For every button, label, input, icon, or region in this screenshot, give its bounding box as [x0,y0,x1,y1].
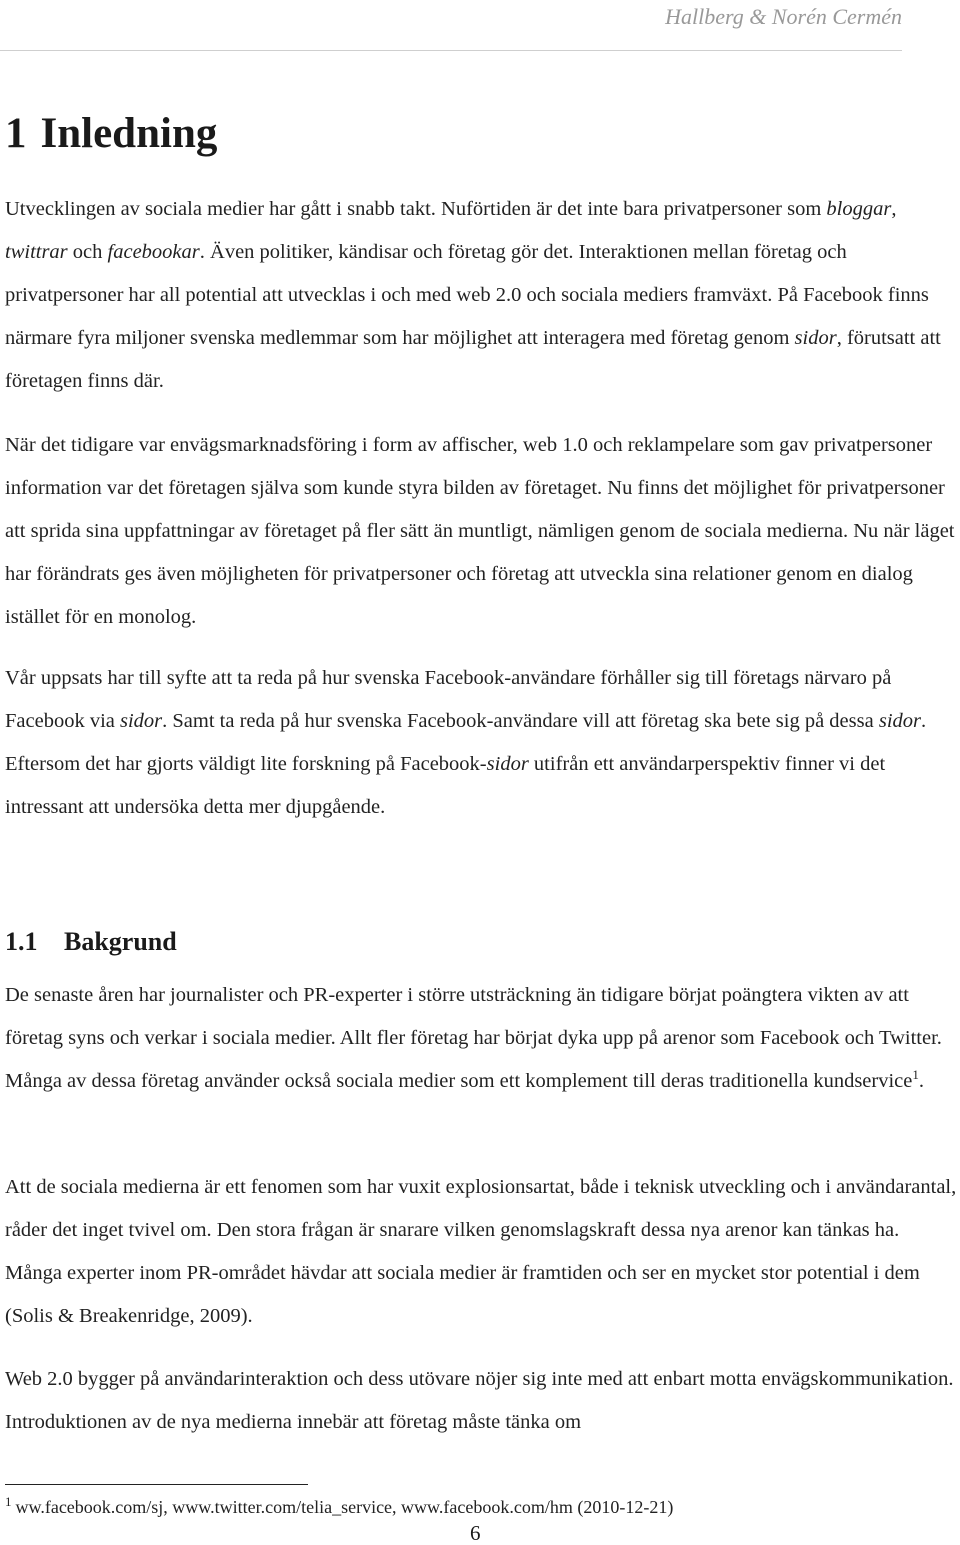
text-run: , förutsatt att företagen finns där. [5,327,941,392]
text-run: och [67,241,108,263]
footnote-mark: 1 [5,1494,12,1509]
text-run: Utvecklingen av sociala medier har gått i snabb takt. Nuförtiden är det inte bara privatpersoner som [5,198,827,220]
footnote-text: ww.facebook.com/sj, www.twitter.com/telia_service, www.facebook.com/hm (2010-12-21) [15,1497,674,1517]
section-number: 1.1 [5,927,38,956]
italic-term: twittrar [5,241,68,263]
running-header: Hallberg & Norén Cermén [665,4,902,29]
text-run: . Eftersom det har gjorts väldigt lite forskning på Facebook- [5,710,927,775]
text-run: , [891,198,897,220]
footnote-divider [5,1484,308,1485]
italic-term: facebookar [107,241,200,263]
paragraph-phenomenon [5,1166,960,1338]
section-heading [5,926,177,957]
header-divider [0,50,902,51]
italic-term: sidor [878,710,921,732]
page-number: 6 [470,1521,481,1545]
paragraph-intro [5,188,960,403]
paragraph-background [5,974,960,1103]
italic-term: sidor [794,327,837,349]
paragraph-web20 [5,1358,960,1444]
text-run: När det tidigare var envägsmarknadsföring i form av affischer, web 1.0 och reklampelare som gav privatpersoner information var det företagen själva som kunde styra bilden av företaget. Nu finns det möjlighet för privatpersoner att sprida sina uppfattningar av företaget på fler sätt än muntligt, nämligen genom de sociala medierna. Nu när läget har förändrats ges även möjligheten för privatpersoner och företag att utveckla sina relationer genom en dialog istället för en monolog. [5,434,955,628]
footnote-ref: 1 [912,1067,919,1083]
text-run: . Även politiker, kändisar och företag gör det. Interaktionen mellan företag och privatpersoner har all potential att utvecklas i och med web 2.0 och sociala mediers framväxt. På Facebook finns närmare fyra miljoner svenska medlemmar som har möjlighet att interagera med företag genom [5,241,929,349]
italic-term: sidor [120,710,163,732]
text-run: Vår uppsats har till syfte att ta reda på hur svenska Facebook-användare förhåller sig till företags närvaro på Facebook via [5,667,892,732]
text-run: utifrån ett användarperspektiv finner vi det intressant att undersöka detta mer djupgående. [5,753,886,818]
footnote [5,1496,905,1518]
chapter-heading [5,112,217,155]
paragraph-marketing [5,424,960,639]
chapter-number: 1 [5,110,27,157]
text-run: Web 2.0 bygger på användarinteraktion och dess utövare nöjer sig inte med att enbart motta envägskommunikation. Introduktionen av de nya medierna innebär att företag måste tänka om [5,1368,954,1433]
section-title: Bakgrund [64,927,177,956]
paragraph-purpose [5,657,960,829]
text-run: . Samt ta reda på hur svenska Facebook-användare vill att företag ska bete sig på dessa [162,710,879,732]
italic-term: sidor [486,753,529,775]
italic-term: bloggar [826,198,892,220]
text-run: Att de sociala medierna är ett fenomen som har vuxit explosionsartat, både i teknisk utveckling och i användarantal, råder det inget tvivel om. Den stora frågan är snarare vilken genomslagskraft dessa nya arenor kan tänkas ha. Många experter inom PR-området hävdar att sociala medier är framtiden och ser en mycket stor potential i dem (Solis & Breakenridge, 2009). [5,1176,957,1327]
chapter-title: Inledning [40,110,218,157]
text-run: . [918,1070,925,1092]
text-run: De senaste åren har journalister och PR-experter i större utsträckning än tidigare börjat poängtera vikten av att företag syns och verkar i sociala medier. Allt fler företag har börjat dyka upp på arenor som Facebook och Twitter. Många av dessa företag använder också sociala medier som ett komplement till deras traditionella kundservice [5,984,942,1092]
